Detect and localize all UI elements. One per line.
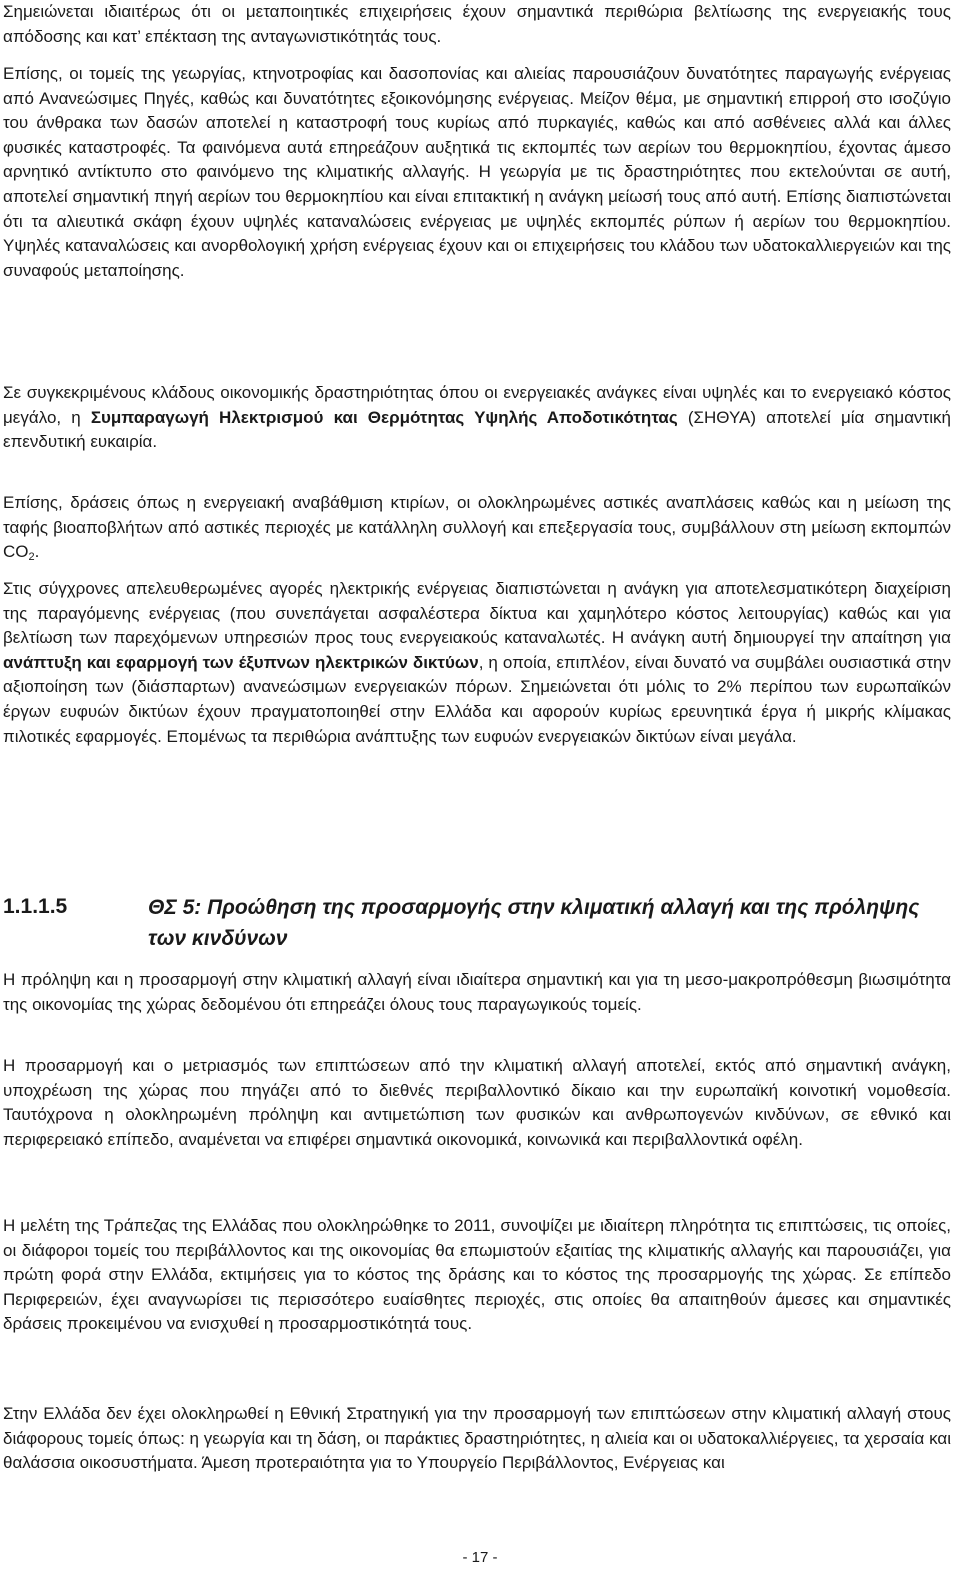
text-run: Επίσης, οι τομείς της γεωργίας, κτηνοτροφίας και δασοπονίας και αλιείας παρουσιάζουν δυνατότητες παραγωγής ενέργειας από Ανανεώσιμες Πηγές, καθώς και δυνατότητες εξοικονόμησης ενέργειας. Μείζον θέμα, με σημαντική επιρροή στο ισοζύγιο του άνθρακα των δασών αποτελεί η καταστροφή τους κυρίως από πυρκαγιές, καθώς και από ασθένειες αλλά και άλλες φυσικές καταστροφές. Τα φαινόμενα αυτά επηρεάζουν αυξητικά τις εκπομπές των αερίων του θερμοκηπίου, έχοντας άμεσο αρνητικό αντίκτυπο στο φαινόμενο της κλιματικής αλλαγής. Η γεωργία με τις δραστηριότητες που εκτελούνται σε αυτή, αποτελεί σημαντική πηγή αερίων του θερμοκηπίου και είναι επιτακτική η ανάγκη μείωσή τους από αυτή. Επίσης διαπιστώνεται ότι τα αλιευτικά σκάφη έχουν υψηλές καταναλώσεις ενέργειας με υψηλές εκπομπές ρύπων ή αερίων του θερμοκηπίου. Υψηλές καταναλώσεις και ανορθολογική χρήση ενέργειας έχουν και οι επιχειρήσεις του κλάδου των υδατοκαλλιεργειών και της συναφούς μεταποίησης. xyxy=(3,64,951,280)
text-run: Σημειώνεται ιδιαιτέρως ότι οι μεταποιητικές επιχειρήσεις έχουν σημαντικά περιθώρια βελτίωσης της ενεργειακής τους απόδοσης και κατ’ επέκταση της ανταγωνιστικότητάς τους. xyxy=(3,2,951,46)
subscript-text-run: 2 xyxy=(28,551,35,564)
paragraph-bank-of-greece-study xyxy=(3,1214,951,1337)
paragraph-cogeneration xyxy=(3,381,951,455)
paragraph-building-upgrades xyxy=(3,491,951,565)
text-run: Σε συγκεκριμένους κλάδους οικονομικής δραστηριότητας όπου οι ενεργειακές ανάγκες είναι υψηλές και το ενεργειακό κόστος μεγάλο, η xyxy=(3,383,951,427)
text-run: Η μελέτη της Τράπεζας της Ελλάδας που ολοκληρώθηκε το 2011, συνοψίζει με ιδιαίτερη πληρότητα τις επιπτώσεις, τις οποίες, οι διάφοροι τομείς του περιβάλλοντος και της οικονομίας θα επωμιστούν εξαιτίας της κλιματικής αλλαγής και παρουσιάζει, για πρώτη φορά στην Ελλάδα, εκτιμήσεις για το κόστος της δράσης και το κόστος της προσαρμογής της χώρας. Σε επίπεδο Περιφερειών, έχει αναγνωρίσει τις περισσότερο ευαίσθητες περιοχές, στις οποίες θα απαιτηθούν άμεσες και σημαντικές δράσεις προκειμένου να ενισχυθεί η προσαρμοστικότητά τους. xyxy=(3,1216,951,1334)
paragraph-manufacturing-efficiency xyxy=(3,0,951,49)
text-run: Στην Ελλάδα δεν έχει ολοκληρωθεί η Εθνική Στρατηγική για την προσαρμογή των επιπτώσεων στην κλιματική αλλαγή στους διάφορους τομείς όπως: η γεωργία και τη δάση, οι παράκτιες δραστηριότητες, η αλιεία και οι υδατοκαλλιέργειες, τα χερσαία και θαλάσσια οικοσυστήματα. Άμεση προτεραιότητα για το Υπουργείο Περιβάλλοντος, Ενέργειας και xyxy=(3,1404,951,1473)
text-run: , η οποία, επιπλέον, είναι δυνατό να συμβάλει ουσιαστικά στην αξιοποίηση των (διάσπαρτων) ανανεώσιμων ενεργειακών πόρων. Σημειώνεται ότι μόλις το 2% περίπου των ευρωπαϊκών έργων ευφυών δικτύων έχουν πραγματοποιηθεί στην Ελλάδα και αφορούν κυρίως ερευνητικά έργα ή μικρής κλίμακας πιλοτικές εφαρμογές. Επομένως τα περιθώρια ανάπτυξης των ευφυών ενεργειακών δικτύων είναι μεγάλα. xyxy=(3,652,951,746)
paragraph-agriculture-forestry xyxy=(3,62,951,283)
text-run: Επίσης, δράσεις όπως η ενεργειακή αναβάθμιση κτιρίων, οι ολοκληρωμένες αστικές αναπλάσεις καθώς και η μείωση της ταφής βιοαποβλήτων από αστικές περιοχές με κατάλληλη συλλογή και επεξεργασία τους, συμβάλλουν στη μείωση εκπομπών CO xyxy=(3,493,951,562)
paragraph-national-strategy xyxy=(3,1402,951,1476)
text-run: (ΣΗΘΥΑ) αποτελεί μία σημαντική επενδυτική ευκαιρία. xyxy=(3,407,951,452)
section-number: 1.1.1.5 xyxy=(3,895,68,918)
bold-text-run: Συμπαραγωγή Ηλεκτρισμού και Θερμότητας Υψηλής Αποδοτικότητας xyxy=(90,407,678,427)
paragraph-climate-prevention xyxy=(3,968,951,1017)
text-run: . xyxy=(34,542,40,562)
text-run: Η προσαρμογή και ο μετριασμός των επιπτώσεων από την κλιματική αλλαγή αποτελεί, εκτός από σημαντική ανάγκη, υποχρέωση της χώρας που πηγάζει από το διεθνές περιβαλλοντικό δίκαιο και την ευρωπαϊκή κοινοτική νομοθεσία. Ταυτόχρονα η ολοκληρωμένη πρόληψη και αντιμετώπιση των φυσικών και ανθρωπογενών κινδύνων, σε εθνικό και περιφερειακό επίπεδο, αναμένεται να επιφέρει σημαντικά οικονομικά, κοινωνικά και περιβαλλοντικά οφέλη. xyxy=(3,1056,951,1149)
page-number: - 17 - xyxy=(462,1549,498,1566)
paragraph-adaptation-mitigation xyxy=(3,1054,951,1152)
text-run: Η πρόληψη και η προσαρμογή στην κλιματική αλλαγή είναι ιδιαίτερα σημαντική και για τη μεσο-μακροπρόθεσμη βιωσιμότητα της οικονομίας της χώρας δεδομένου ότι επηρεάζει όλους τους παραγωγικούς τομείς. xyxy=(3,970,951,1014)
bold-text-run: ανάπτυξη και εφαρμογή των έξυπνων ηλεκτρικών δικτύων xyxy=(3,652,479,672)
text-run: Στις σύγχρονες απελευθερωμένες αγορές ηλεκτρικής ενέργειας διαπιστώνεται η ανάγκη για αποτελεσματικότερη διαχείριση της παραγόμενης ενέργειας (που συνεπάγεται ασφαλέστερα δίκτυα και χαμηλότερο κόστος λειτουργίας) καθώς και για βελτίωση των παρεχόμενων υπηρεσιών προς τους ενεργειακούς καταναλωτές. Η ανάγκη αυτή δημιουργεί την απαίτηση για xyxy=(3,579,951,648)
section-title: ΘΣ 5: Προώθηση της προσαρμογής στην κλιματική αλλαγή και της πρόληψης των κινδύνων xyxy=(148,896,920,950)
paragraph-smart-grids xyxy=(3,577,951,749)
